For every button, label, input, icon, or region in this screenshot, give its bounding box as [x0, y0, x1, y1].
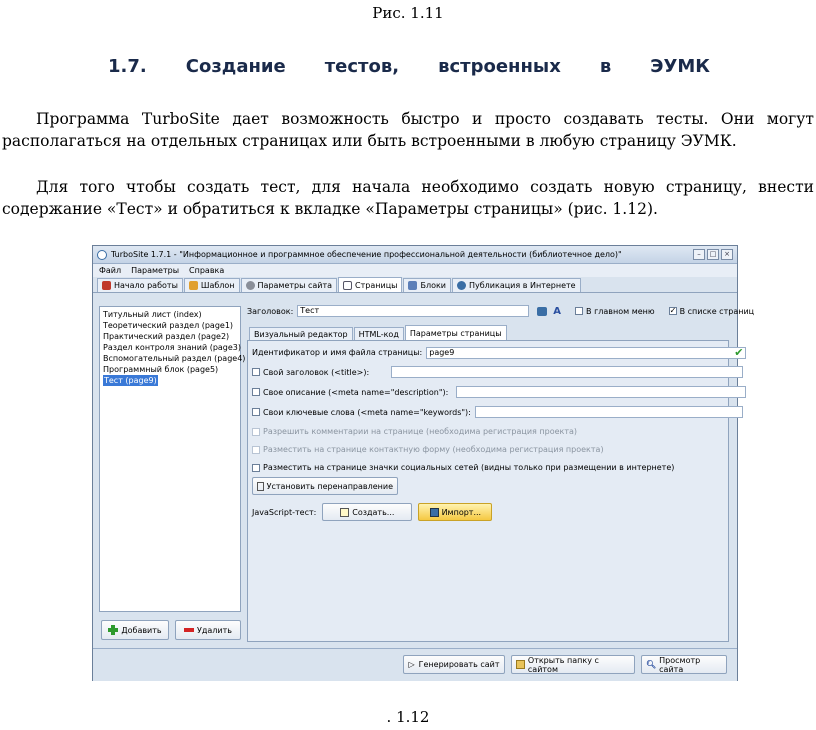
tab-site-settings[interactable] [241, 278, 338, 292]
list-item[interactable]: Титульный лист (index) [103, 310, 202, 319]
generate-site-button[interactable] [403, 655, 505, 674]
tab-label: Страницы [355, 280, 398, 290]
delete-page-button[interactable] [175, 620, 241, 640]
own-title-label: Свой заголовок (<title>): [263, 367, 370, 377]
paragraph-2: Для того чтобы создать тест, для начала необходимо создать новую страницу, внести содержание «Тест» и обратиться к вкладке «Параметры страницы» (рис. 1.12). [2, 178, 814, 218]
tab-start[interactable] [97, 278, 183, 292]
add-page-button[interactable] [101, 620, 169, 640]
menu-file[interactable]: Файл [99, 266, 122, 275]
heading-word: тестов, [324, 56, 400, 77]
figure-caption-bottom: . 1.12 [386, 708, 430, 726]
id-input[interactable]: page9 [426, 347, 746, 359]
turbosite-window [92, 245, 755, 681]
button-label: Открыть папку с сайтом [527, 655, 599, 674]
id-label: Идентификатор и имя файла страницы: [252, 348, 423, 357]
import-test-button[interactable] [418, 503, 492, 521]
menu-parameters[interactable]: Параметры [131, 266, 180, 275]
window-title: TurboSite 1.7.1 - "Информационное и программное обеспечение профессиональной деятельности (библиотечное дело)" [111, 250, 622, 259]
page-parameters-panel [247, 340, 744, 642]
bottom-toolbar [93, 648, 737, 681]
gear-icon [246, 281, 255, 290]
tab-label: Шаблон [200, 281, 235, 290]
page-icon [343, 281, 352, 290]
tab-label: Начало работы [114, 281, 178, 290]
own-keywords-input[interactable] [475, 406, 743, 418]
tab-blocks[interactable] [403, 278, 451, 292]
pages-list-checkbox[interactable]: ✓ [669, 306, 677, 315]
tab-template[interactable] [184, 278, 240, 292]
header-input[interactable]: Тест [297, 305, 529, 317]
header-label: Заголовок: [247, 306, 294, 316]
app-icon [97, 250, 107, 260]
subtab-page-parameters[interactable]: Параметры страницы [405, 325, 507, 340]
own-description-input[interactable] [456, 386, 746, 398]
heading-word: ЭУМК [650, 56, 710, 77]
list-item[interactable]: Теоретический раздел (page1) [103, 321, 234, 330]
own-keywords-checkbox[interactable] [252, 408, 260, 416]
contact-form-checkbox[interactable] [252, 446, 260, 454]
plus-icon [108, 625, 118, 635]
globe-icon [457, 281, 466, 290]
own-description-label: Свое описание (<meta name="description"): [263, 387, 449, 397]
tab-label: Публикация в Интернете [469, 281, 576, 290]
pages-list [99, 306, 246, 612]
comments-label: Разрешить комментарии на странице (необходима регистрация проекта) [263, 427, 578, 436]
menu-help[interactable]: Справка [189, 266, 225, 275]
heading-word: 1.7. [108, 56, 147, 77]
brush-icon [189, 281, 198, 290]
play-icon: ▷ [408, 660, 415, 669]
section-heading [108, 56, 710, 77]
tab-publish[interactable] [452, 278, 581, 292]
tab-label: Параметры сайта [257, 281, 333, 290]
own-title-input[interactable] [391, 366, 743, 378]
social-icons-checkbox[interactable] [252, 464, 260, 472]
list-item[interactable]: Раздел контроля знаний (page3) [103, 343, 242, 352]
folder-icon [430, 508, 439, 517]
button-label: Удалить [197, 625, 232, 635]
redirect-icon [257, 482, 264, 491]
figure-caption-top: Рис. 1.11 [372, 4, 444, 22]
main-menu-label: В главном меню [586, 306, 655, 316]
page-editor [245, 302, 755, 644]
menu-bar [93, 264, 737, 277]
close-icon[interactable]: × [721, 249, 733, 260]
maximize-icon[interactable]: □ [707, 249, 719, 260]
comments-checkbox[interactable] [252, 428, 260, 436]
button-label: Генерировать сайт [418, 660, 500, 669]
tab-pages[interactable] [338, 277, 402, 292]
button-label: Установить перенаправление [266, 481, 393, 491]
tab-label: Блоки [420, 281, 446, 290]
heading-word: встроенных [438, 56, 561, 77]
social-icons-label: Разместить на странице значки социальных сетей (видны только при размещении в интернете) [263, 463, 675, 472]
own-keywords-label: Свои ключевые слова (<meta name="keywords"): [263, 407, 471, 417]
own-title-checkbox[interactable] [252, 368, 260, 376]
view-site-button[interactable] [641, 655, 727, 674]
subtab-html-code[interactable]: HTML-код [354, 327, 404, 340]
minus-icon [184, 628, 194, 632]
settings-icon[interactable] [537, 307, 547, 316]
home-icon [102, 281, 111, 290]
heading-word: Создание [185, 56, 286, 77]
own-description-checkbox[interactable] [252, 388, 260, 396]
redirect-button[interactable] [252, 477, 398, 495]
button-label: Создать... [352, 507, 395, 517]
js-test-label: JavaScript-тест: [252, 507, 317, 517]
blocks-icon [408, 281, 417, 290]
contact-form-label: Разместить на странице контактную форму (необходима регистрация проекта) [263, 445, 604, 454]
create-test-button[interactable] [322, 503, 412, 521]
checkmark-icon: ✔ [734, 346, 744, 359]
button-label: Просмотр сайта [659, 655, 701, 674]
paragraph-1: Программа TurboSite дает возможность быстро и просто создавать тесты. Они могут располагаться на отдельных страницах или быть встроенными в любую страницу ЭУМК. [2, 110, 814, 150]
button-label: Импорт... [441, 507, 482, 517]
list-item[interactable]: Вспомогательный раздел (page4) [103, 354, 246, 363]
main-tabs [93, 277, 737, 293]
new-file-icon [340, 508, 349, 517]
list-item[interactable]: Программный блок (page5) [103, 365, 219, 374]
list-item[interactable]: Практический раздел (page2) [103, 332, 230, 341]
folder-icon [516, 660, 525, 669]
main-menu-checkbox[interactable] [575, 307, 583, 315]
editor-subtabs [249, 325, 508, 340]
subtab-visual-editor[interactable]: Визуальный редактор [249, 327, 353, 340]
button-label: Добавить [121, 625, 162, 635]
magnifier-icon: 🔍︎ [646, 660, 657, 669]
font-icon[interactable]: A [553, 305, 562, 317]
heading-word: в [599, 56, 612, 77]
pages-list-label: В списке страниц [679, 306, 755, 316]
minimize-icon[interactable]: – [693, 249, 705, 260]
title-bar [93, 246, 737, 264]
list-item-selected[interactable]: Тест (page9) [104, 376, 157, 385]
open-folder-button[interactable] [511, 655, 635, 674]
